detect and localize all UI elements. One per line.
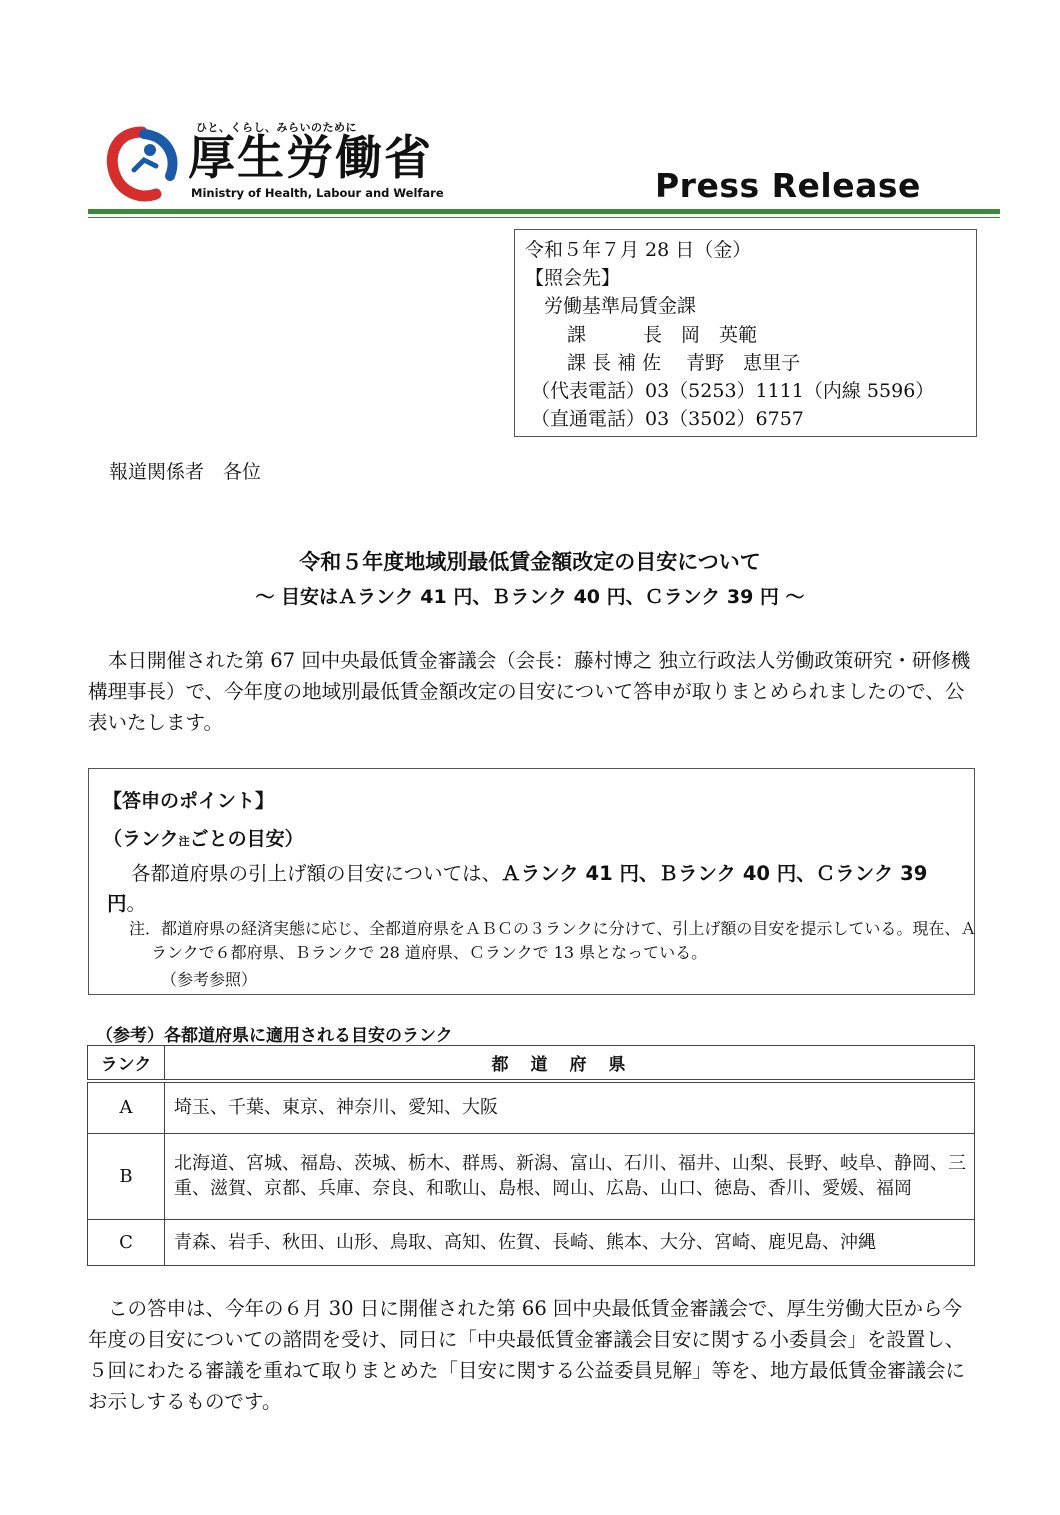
contact-division: 労働基準局賃金課 <box>544 295 697 317</box>
table-row <box>88 1133 975 1219</box>
key-points-reference: （参考参照） <box>161 970 258 989</box>
column-header-rank: ランク <box>88 1046 165 1082</box>
table-caption: （参考）各都道府県に適用される目安のランク <box>96 1026 453 1046</box>
contact-assistant: 課 長 補 佐 青野 恵里子 <box>567 352 801 374</box>
addressee: 報道関係者 各位 <box>109 461 262 483</box>
key-points-box <box>88 768 975 995</box>
closing-paragraph: この答申は、今年の６月 30 日に開催された第 66 回中央最低賃金審議会で、厚生労働大臣から今年度の目安についての諮問を受け、同日に「中央最低賃金審議会目安に関する小委員会」を設置し、５回にわたる審議を重ねて取りまとめた「目安に関する公益委員見解」等を、地方最低賃金審議会にお示しするものです。 <box>88 1297 966 1413</box>
key-points-heading: 【答申のポイント】 <box>103 790 275 812</box>
key-points-subheading <box>103 824 304 851</box>
contact-chief: 課 長 岡 英範 <box>567 324 758 346</box>
header-rule-thin <box>88 217 1000 218</box>
ministry-name: 厚生労働省 <box>188 131 433 186</box>
ministry-name-english: Ministry of Health, Labour and Welfare <box>191 186 444 200</box>
column-header-prefectures: 都道府県 <box>165 1046 975 1082</box>
rank-cell: A <box>88 1081 165 1133</box>
contact-heading: 【照会先】 <box>525 267 621 289</box>
key-points-body <box>107 859 969 919</box>
subheading-prefix: （ランク <box>103 828 179 850</box>
document-subtitle: ～ 目安はＡランク 41 円、Ｂランク 40 円、Ｃランク 39 円 ～ <box>255 586 805 608</box>
press-release-heading: Press Release <box>655 166 921 205</box>
ministry-logo-mark <box>104 122 180 202</box>
contact-box <box>514 229 977 437</box>
key-points-note: 注．都道府県の経済実態に応じ、全都道府県をＡＢＣの３ランクに分けて、引上げ額の目安を提示している。現在、Ａランクで６都府県、Ｂランクで 28 道府県、Ｃランクで 13 県となっている。 <box>129 919 977 962</box>
body-prefix: 各都道府県の引上げ額の目安については、 <box>131 862 502 885</box>
subheading-suffix: ごとの目安） <box>189 828 304 850</box>
body-suffix: 。 <box>126 892 147 915</box>
table-row <box>88 1081 975 1133</box>
header-rule <box>88 209 1000 214</box>
prefectures-cell: 北海道、宮城、福島、茨城、栃木、群馬、新潟、富山、石川、福井、山梨、長野、岐阜、静岡、三重、滋賀、京都、兵庫、奈良、和歌山、島根、岡山、広島、山口、徳島、香川、愛媛、福岡 <box>165 1133 975 1219</box>
release-date: 令和５年７月 28 日（金） <box>525 239 752 261</box>
contact-phone-main: （代表電話）03（5253）1111（内線 5596） <box>531 380 935 402</box>
prefectures-cell: 埼玉、千葉、東京、神奈川、愛知、大阪 <box>165 1081 975 1133</box>
rank-cell: B <box>88 1133 165 1219</box>
rank-table <box>87 1045 975 1266</box>
table-row <box>88 1219 975 1265</box>
intro-paragraph: 本日開催された第 67 回中央最低賃金審議会（会長：藤村博之 独立行政法人労働政策研究・研修機構理事長）で、今年度の地域別最低賃金額改定の目安について答申が取りまとめられましたので、公表いたします。 <box>88 649 971 734</box>
contact-phone-direct: （直通電話）03（3502）6757 <box>531 408 804 430</box>
logo-tagline: ひと、くらし、みらいのために <box>196 121 357 134</box>
document-title: 令和５年度地域別最低賃金額改定の目安について <box>299 550 761 574</box>
rank-cell: C <box>88 1219 165 1265</box>
note-mark: 注 <box>178 835 190 848</box>
prefectures-cell: 青森、岩手、秋田、山形、鳥取、高知、佐賀、長崎、熊本、大分、宮崎、鹿児島、沖縄 <box>165 1219 975 1265</box>
body-rank-amounts: Ａランク 41 円、Ｂランク 40 円、Ｃランク 39 円 <box>107 862 928 915</box>
